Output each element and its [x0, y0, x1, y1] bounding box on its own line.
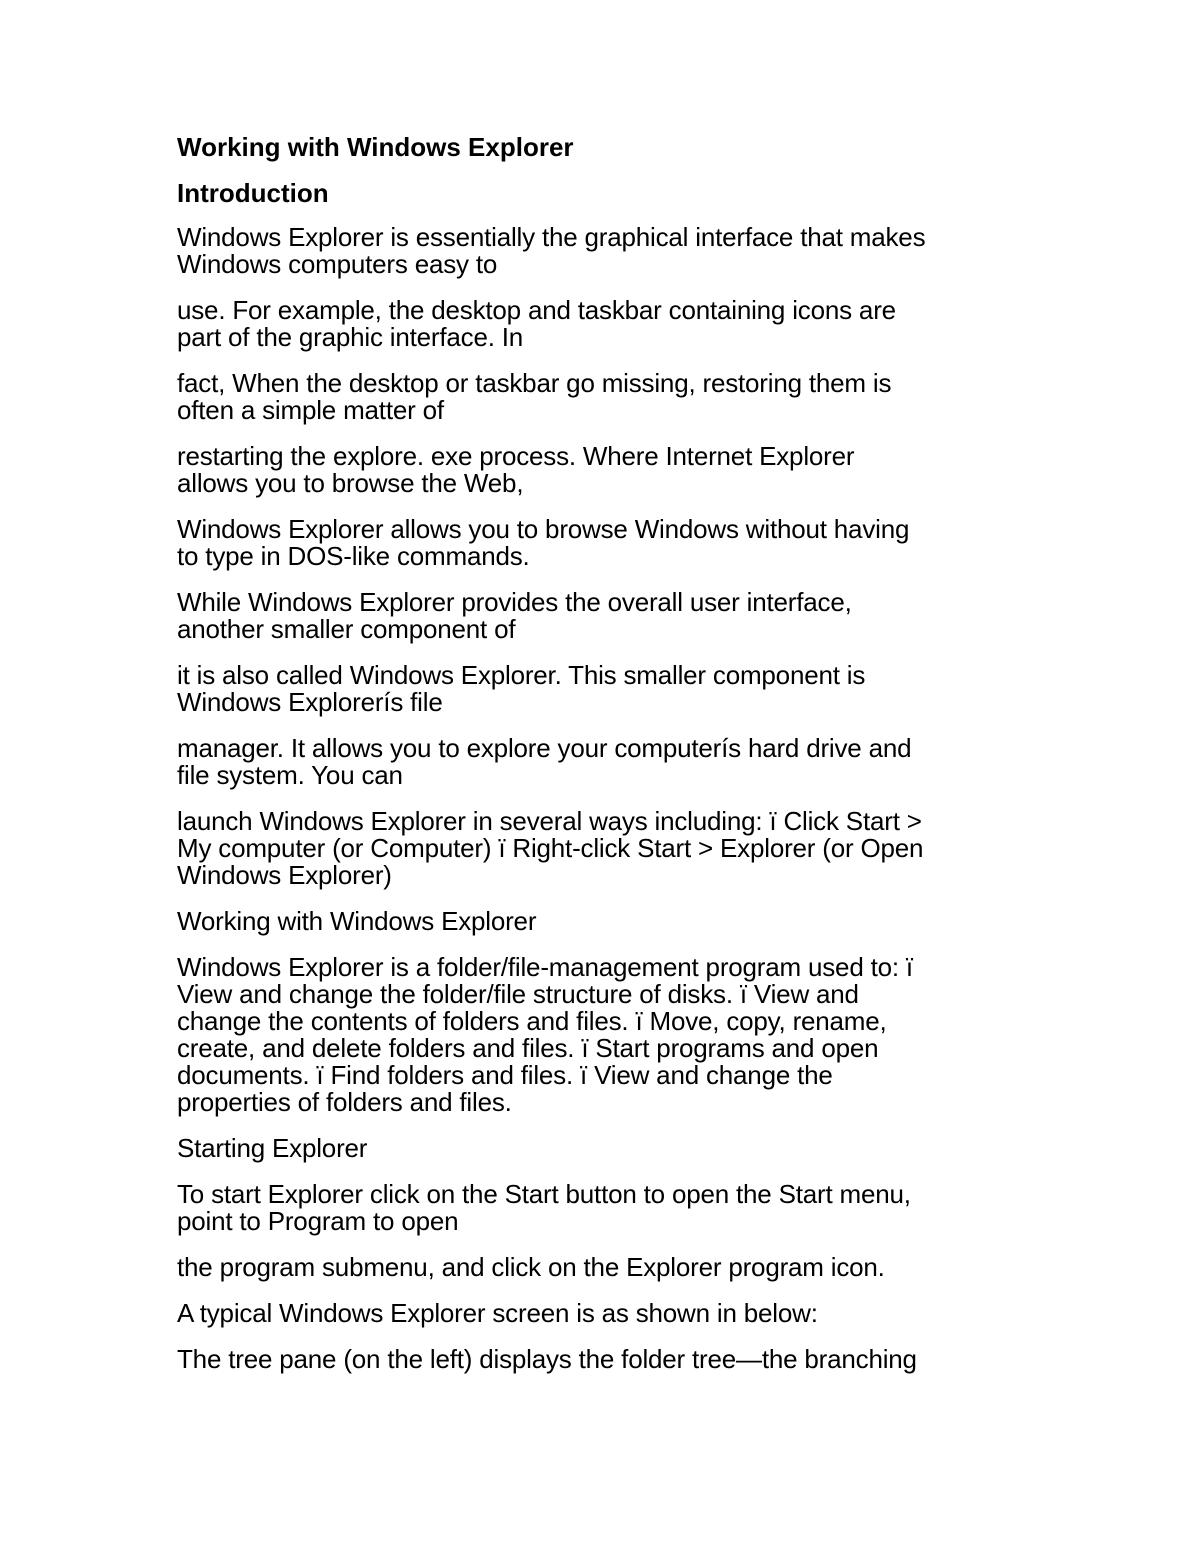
paragraph — [177, 297, 1037, 351]
paragraph-line: part of the graphic interface. In — [177, 322, 524, 352]
paragraph-line: point to Program to open — [177, 1206, 459, 1236]
paragraph-line: Windows Explorer allows you to browse Windows without having — [177, 514, 910, 544]
paragraph — [177, 735, 1037, 789]
paragraph — [177, 443, 1037, 497]
paragraph-line: file system. You can — [177, 760, 403, 790]
paragraph — [177, 954, 1037, 1116]
paragraph — [177, 1300, 1037, 1327]
paragraph-line: often a simple matter of — [177, 395, 444, 425]
paragraph — [177, 224, 1037, 278]
paragraph-line: manager. It allows you to explore your computerís hard drive and — [177, 733, 912, 763]
paragraph-line: allows you to browse the Web, — [177, 468, 524, 498]
paragraph — [177, 1135, 1037, 1162]
paragraph-line: change the contents of folders and files. ï Move, copy, rename, — [177, 1006, 887, 1036]
paragraph-line: properties of folders and files. — [177, 1087, 512, 1117]
paragraph — [177, 370, 1037, 424]
paragraph-line: restarting the explore. exe process. Where Internet Explorer — [177, 441, 855, 471]
paragraph-line: launch Windows Explorer in several ways including: ï Click Start > — [177, 806, 922, 836]
paragraph-line: Working with Windows Explorer — [177, 906, 537, 936]
paragraph-line: create, and delete folders and files. ï Start programs and open — [177, 1033, 879, 1063]
paragraph-line: A typical Windows Explorer screen is as shown in below: — [177, 1298, 818, 1328]
paragraph-line: another smaller component of — [177, 614, 516, 644]
paragraph-line: use. For example, the desktop and taskbar containing icons are — [177, 295, 896, 325]
paragraph-line: Windows Explorer is a folder/file-management program used to: ï — [177, 952, 913, 982]
paragraph-line: Windows Explorerís file — [177, 687, 443, 717]
paragraph — [177, 516, 1037, 570]
paragraph — [177, 1181, 1037, 1235]
paragraph-line: Windows computers easy to — [177, 249, 498, 279]
paragraph-line: to type in DOS-like commands. — [177, 541, 530, 571]
paragraph-line: Windows Explorer is essentially the graphical interface that makes — [177, 222, 926, 252]
paragraph-line: the program submenu, and click on the Explorer program icon. — [177, 1252, 885, 1282]
paragraph-line: Windows Explorer) — [177, 860, 392, 890]
document-body — [177, 224, 1037, 1373]
paragraph-line: Starting Explorer — [177, 1133, 368, 1163]
paragraph — [177, 589, 1037, 643]
paragraph-line: it is also called Windows Explorer. This smaller component is — [177, 660, 866, 690]
paragraph-line: fact, When the desktop or taskbar go missing, restoring them is — [177, 368, 892, 398]
paragraph — [177, 908, 1037, 935]
section-heading-introduction: Introduction — [177, 178, 329, 208]
paragraph — [177, 1346, 1037, 1373]
paragraph-line: My computer (or Computer) ï Right-click Start > Explorer (or Open — [177, 833, 924, 863]
paragraph-line: To start Explorer click on the Start button to open the Start menu, — [177, 1179, 911, 1209]
paragraph-line: View and change the folder/file structure of disks. ï View and — [177, 979, 859, 1009]
paragraph — [177, 662, 1037, 716]
paragraph-line: documents. ï Find folders and files. ï View and change the — [177, 1060, 833, 1090]
paragraph-line: While Windows Explorer provides the overall user interface, — [177, 587, 852, 617]
paragraph — [177, 1254, 1037, 1281]
paragraph — [177, 808, 1037, 889]
paragraph-line: The tree pane (on the left) displays the folder tree—the branching — [177, 1344, 917, 1374]
document-page — [177, 132, 1037, 1392]
document-title: Working with Windows Explorer — [177, 132, 574, 162]
